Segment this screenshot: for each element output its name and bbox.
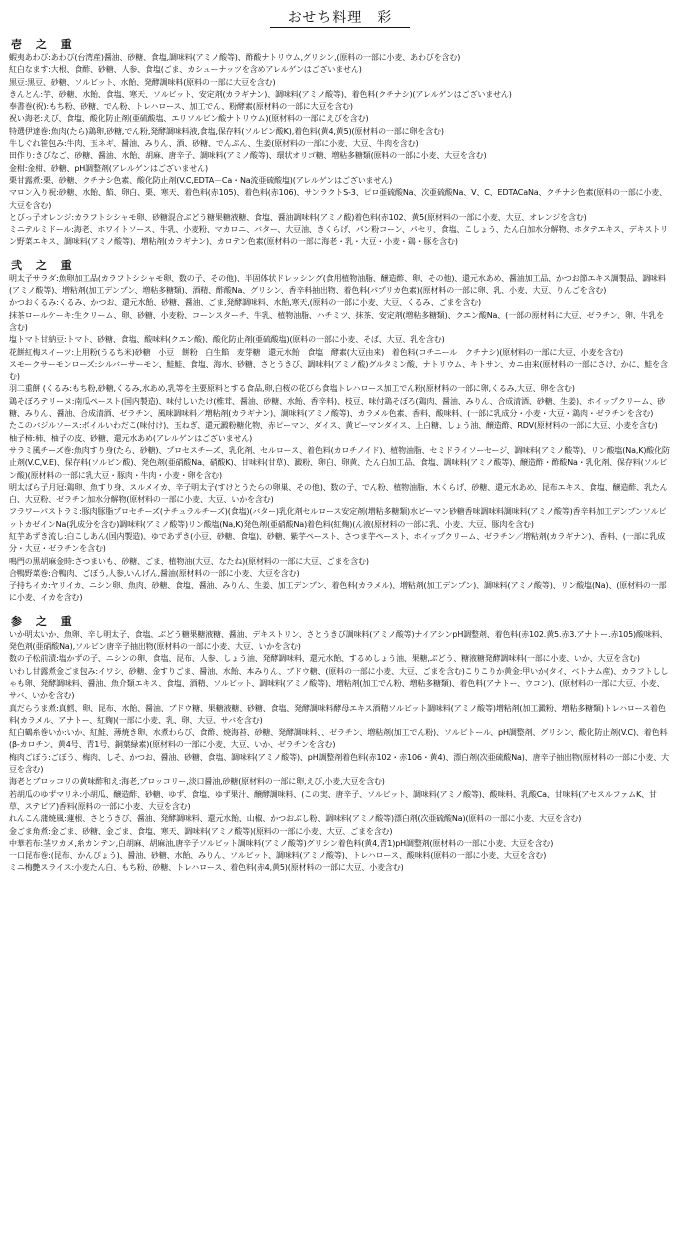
ingredient-item: 田作り:きびなご、砂糖、醤油、水飴、胡麻、唐辛子、調味料(アミノ酸等)、環状オリゴ糖、増粘多糖類(原料の一部に小麦、大豆を含む) — [9, 151, 487, 161]
ingredient-item: 真だらうま煮:真鱈、卵、昆布、水飴、醤油、ブドウ糖、果糖液糖、砂糖、食塩、発酵調味料酵母エキス酒精ソルビット調味料(アミノ酸等)増粘剤(加工澱粉、増粘多糖類)トレハロース着色料(カラメル、アナトー、紅麹)(一部に小麦、乳、卵、大豆、サバを含む) — [9, 703, 666, 725]
section-3 — [9, 615, 671, 875]
ingredient-item: 黒豆:黒豆、砂糖、ソルビット、水飴、発酵調味料(原料の一部に大豆を含む) — [9, 77, 276, 87]
ingredient-item: 抹茶ロールケーキ:生クリーム、卵、砂糖、小麦粉、コーンスターチ、牛乳、植物油脂、ハチミツ、抹茶、安定剤(増粘多糖類)、クエン酸Na、(一部の原材料に大豆、ゼラチン、卵、牛乳を含む) — [9, 310, 665, 332]
ingredient-item: いわし甘露煮金ごま包み:イワシ、砂糖、金すりごま、醤油、水飴、本みりん、ブドウ糖、(原料の一部に小麦、大豆、ごまを含む)こりこりか黄金:甲いか(タイ、ベトナム産)、カラフトししゃも卵、発酵調味料、醤油、魚介類エキス、食塩、酒精、ソルビット、調味料(アミノ酸等)、増粘剤(加工でん粉、増粘多糖類)、着色料(アナトー、ウコン)、(原材料の一部に大豆、小麦、サバ、いかを含む) — [9, 666, 669, 701]
section-heading: 壱 之 重 — [11, 38, 77, 51]
section-1 — [9, 38, 671, 249]
ingredient-item: 金ごま角煮:金ごま、砂糖、金ごま、食塩、寒天、調味料(アミノ酸等)(原料の一部に小麦、大豆、ごまを含む) — [9, 826, 393, 836]
ingredient-item: きんとん:芋、砂糖、水飴、食塩、寒天、ソルビット、安定剤(カラギナン)、調味料(アミノ酸等)、着色料(クチナシ)(アレルゲンはございません) — [9, 89, 512, 99]
ingredient-item: 紅白なます:大根、食酢、砂糖、人参、食塩(ごま、カシューナッツを含めアレルゲンはございません) — [9, 65, 362, 75]
ingredient-item: 数の子松前漬:塩かずの子、ニシンの卵、食塩、昆布、人参、しょう油、発酵調味料、還元水飴、するめしょう油、果糖,ぶどう、糖液糖発酵調味料(一部に小麦、いか、大豆を含む) — [9, 654, 640, 664]
ingredient-item: かつおくるみ:くるみ、かつお、還元水飴、砂糖、醤油、ごま,発酵調味料、水飴,寒天,(原料の一部に小麦、大豆、くるみ、ごまを含む) — [9, 298, 481, 308]
ingredient-item: 柚子柿:柿、柚子の皮、砂糖、還元水あめ(アレルゲンはございません) — [9, 433, 253, 443]
ingredient-item: 鳴門の黒胡麻金時:さつまいも、砂糖、ごま、植物油(大豆、なたね)(原材料の一部に大豆、ごまを含む) — [9, 556, 369, 566]
ingredient-item: ミニテルミドール:海老、ホワイトソース、牛乳、小麦粉、マカロニ、バター、大豆油、きくらげ、パン粉コーン、パセリ、食塩、こしょう、たん白加水分解物、ホタテエキス、デキストリン野菜エキス、調味料(アミノ酸等)、増粘剤(カラギナン)、カロテン色素(原材料の一部に海老・乳・大豆・小麦・鶏・豚を含む) — [9, 225, 668, 247]
ingredient-item: いか明太いか、魚卵、辛し明太子、食塩、ぶどう糖果糖液糖、醤油、デキストリン、さとうきび調味料(アミノ酸等)ナイアシンpH調整剤、着色料(赤102.黄5.赤3.アナトー.赤105)酸味料、発色剤(亜硝酸Na),ソルビン唐辛子抽出物(原材料の一部に小麦、大豆、いかを含む) — [9, 629, 668, 652]
ingredient-item: 中華若布:茎ワカメ,糸カンテン,白胡麻、胡麻油,唐辛子ソルビット調味料(アミノ酸等)グリシン着色料(黄4,青1)pH調整剤(原材料の一部に小麦、大豆を含む) — [9, 838, 554, 848]
ingredient-item: 明太子サラダ:魚卵加工品(カラフトシシャモ卵、数の子、その他)、半固体状ドレッシング(食用植物油脂、醸造酢、卵、その他)、還元水あめ、醤油加工品、かつお節エキス調製品、調味料(アミノ酸等)、増粘剤(加工デンプン、増粘多糖類)、酒精、酢酸Na、グリシン、香辛料抽出物、着色料(パプリカ色素)(原材料の一部に卵、乳、小麦、大豆、りんごを含む) — [9, 273, 666, 296]
ingredient-item: サラミ風チーズ巻:魚肉すり身(たら、砂糖)、プロセスチーズ、乳化剤、セルロース、着色料(カロチノイド)、植物油脂、セミドライソーセージ、調味料(アミノ酸等)、リン酸塩(Na,K)酸化防止剤(V.C,V.E)、保存料(ソルビン酸)、発色剤(亜硝酸Na、硝酸K)、甘味料(甘草)、澱粉、卵白、卵黄、たん白加工品、食塩、調味料(アミノ酸等)、醸造酢・酢酸Na・乳化剤、保存料(ソルビン酸)(原材料の一部に乳大豆・豚肉・牛肉・小麦・卵を含む) — [9, 445, 670, 480]
page-title — [9, 8, 671, 28]
ingredient-item: 一口昆布巻:(昆布、かんぴょう)、醤油、砂糖、水飴、みりん、ソルビット、調味料(アミノ酸等)、トレハロース、酸味料(原料の一部に小麦、大豆を含む) — [9, 851, 547, 861]
ingredient-item: 花餅紅梅スイーツ:上用粉(うるち米)砂糖 小豆 餅粉 白生餡 麦芽糖 還元水飴 食塩 酵素(大豆由来) 着色料(コチニール クチナシ)(原材料の一部に大豆、小麦を含む) — [9, 347, 623, 357]
ingredient-item: 鶏そぼろテリーヌ:南瓜ペースト(国内製造)、味付しいたけ(椎茸、醤油、砂糖、水飴、香辛料)、枝豆、味付鶏そぼろ(鶏肉、醤油、みりん、合成清酒、砂糖、生姜)、ホイップクリーム、砂糖、みりん、醤油、合成清酒、ゼラチン、風味調味料／増粘剤(カラギナン)、調味料(アミノ酸等)、カラメル色素、香料、酸味料、(一部に乳成分・小麦・大豆・鶏肉・ゼラチンを含む) — [9, 396, 666, 419]
ingredient-item: 紅白鶴糸巻いか:いか、紅鮭、薄焼き卵、水煮わらび、食酢、焼海苔、砂糖、発酵調味料、、ゼラチン、増粘剤(加工でん粉)、ソルビトール、pH調整剤、グリシン、酸化防止剤(V.C)、着色料(β-カロチン、黄4号、青1号、銅葉緑素)(原材料の一部に小麦、大豆、いか、ゼラチンを含む) — [9, 728, 668, 750]
ingredient-item: フラワーパストラミ:豚肉豚脂プロセチーズ(ナチュラルチーズ)(食塩)(バター)乳化剤セルロース安定剤(増粘多糖類)水ビーマン砂糖香味調味料調味料(アミノ酸等)香辛料加工デンプンソルビットカゼインNa(乳成分を含む)調味料(アミノ酸等)リン酸塩(Na,K)発色剤(亜硝酸Na)着色料(紅麹)(ん液(原材料の一部に乳、小麦、大豆、豚肉を含む) — [9, 507, 667, 529]
ingredient-item: たこのバジルソース:ボイルいわだこ(味付け)、玉ねぎ、還元澱粉糖化物、赤ピーマン、ダイス、黄ピーマンダイス、上白糖、しょう油、醸造酢、RDV(原材料の一部に大豆、小麦を含む) — [9, 421, 658, 431]
ingredient-item: ミニ梅艶スライス:小麦たん白、もち粉、砂糖、トレハロース、着色料(赤4,黄5)(原材料の一部に大豆、小麦含む) — [9, 863, 404, 873]
ingredient-item: 牛しぐれ笹包み:牛肉、玉ネギ、醤油、みりん、酒、砂糖、でんぷん、生姜(原材料の一部に小麦、大豆、牛肉を含む) — [9, 139, 419, 149]
sections-container — [9, 38, 671, 875]
ingredient-item: スモークサーモンローズ:シルバーサーモン、鮭鮭、食塩、海水、砂糖、さとうきび、調味料(アミノ酸)グルタミン酸、ナトリウム、キトサン、カニ由来(原材料の一部にさけ、かに、鮭を含む) — [9, 359, 668, 382]
ingredient-item: 羽二重餅 (くるみ:もち粉,砂糖,くるみ,水あめ,乳等を主要原料とする食品,卵,白桜の花びら食塩トレハロース加工でん粉(原材料の一部に卵,くるみ,大豆、卵を含む) — [9, 384, 575, 394]
ingredient-item: 栗甘露煮:栗、砂糖、クチナシ色素、酸化防止剤(V.C,EDTA－Ca・Na流亜硫酸塩)(アレルゲンはございません) — [9, 175, 393, 185]
section-2 — [9, 259, 671, 605]
ingredient-item: 子持ちイカ:ヤリイカ、ニシン卵、魚肉、砂糖、食塩、醤油、みりん、生姜、加工デンプン、着色料(カラメル)、増粘剤(加工デンプン)、調味料(アミノ酸等)、リン酸塩(Na)、(原材料の一部に小麦、イカを含む) — [9, 581, 667, 603]
section-heading: 参 之 重 — [11, 614, 77, 628]
ingredient-item: 蝦夷あわび:あわび(台湾産)醤油、砂糖、食塩,調味料(アミノ酸等)、酢酸ナトリウム,グリシン,(原料の一部に小麦、あわびを含む) — [9, 53, 461, 62]
ingredient-item: 梅肉ごぼう:ごぼう、梅肉、しそ、かつお、醤油、砂糖、食塩、調味料(アミノ酸等)、pH調整剤着色料(赤102・赤106・黄4)、漂白剤(次亜硫酸Na)、唐辛子抽出物(原材料の一部に小麦、大豆を含む) — [9, 752, 670, 775]
ingredient-item: 明太ばら子月冠:鶏卵、魚すり身、スルメイカ、辛子明太子(すけとうたらの卵巣、その他)、数の子、でん粉、植物油脂、木くらげ、砂糖、還元水あめ、昆布エキス、食塩、醸造酢、乳たん白、大豆粉、ゼラチン加水分解物(原材料の一部に小麦、大豆、いかを含む) — [9, 482, 668, 505]
ingredient-item: マロン入り祝:砂糖、水飴、餡、卵白、栗、寒天、着色料(赤105)、着色料(赤106)、サンラクトS-3、ピロ亜硫酸Na、次亜硫酸Na、V、C、EDTACaNa、クチナシ色素(原料の一部に小麦、大豆を含む) — [9, 188, 667, 210]
ingredient-item: 祝い海老:えび、食塩、酸化防止剤(亜硫酸塩、エリソルビン酸ナトリウム)(原材料の一部にえびを含む) — [9, 114, 369, 124]
ingredient-item: 若胡瓜のゆずマリネ:小胡瓜、醸造酢、砂糖、ゆず、食塩、ゆず果汁、醸酵調味料、(この実、唐辛子、ソルビット、調味料(アミノ酸等)、酸味料、乳酸Ca、甘味料(アセスルファムK、甘草、ステビア)香料(原料の一部に小麦、大豆を含む) — [9, 789, 657, 811]
ingredient-item: 紅芋あずき流し:白こしあん(国内製造)、ゆであずき(小豆、砂糖、食塩)、砂糖、紫芋ペースト、さつま芋ペースト、ホイップクリーム、ゼラチン／増粘剤(カラギナン)、香料、(一部に乳成分・大豆・ゼラチンを含む) — [9, 531, 665, 554]
ingredient-item: 合鴨野菜巻:合鴨肉、ごぼう,人参,いんげん,醤油(原材料の一部に小麦、大豆を含む) — [9, 568, 300, 578]
ingredient-item: 金柑:金柑、砂糖、pH調整剤(アレルゲンはございません) — [9, 163, 208, 173]
ingredient-item: れんこん蒲焼風:蓮根、さとうきび、醤油、発酵調味料、還元水飴、山椒、かつおぶし粉、調味料(アミノ酸等)漂白剤(次亜硫酸Na)(原料の一部に小麦、大豆を含む) — [9, 814, 582, 824]
page-title-text: おせち料理 彩 — [270, 10, 411, 28]
section-heading: 弐 之 重 — [11, 258, 77, 272]
ingredient-item: とびっ子オレンジ:カラフトシシャモ卵、砂糖混合ぶどう糖果糖液糖、食塩、醤油調味料(アミノ酸)着色料(赤102、黄5(原材料の一部に小麦、大豆、オレンジを含む) — [9, 212, 587, 222]
ingredient-item: 海老とブロッコリの黄味酢和え:海老,ブロッコリー,淡口醤油,砂糖(原材料の一部に卵,えび,小麦,大豆を含む) — [9, 777, 385, 787]
ingredient-item: 特選伊達巻:魚肉(たら)鶏卵,砂糖,でん粉,発酵調味料液,食塩,保存料(ソルビン酸K),着色料(黄4,黄5)(原材料の一部に卵を含む) — [9, 126, 444, 136]
ingredient-item: 奉書巻(祝):もち粉、砂糖、でん粉、トレハロース、加工でん、粉酵素(原材料の一部に大豆を含む) — [9, 102, 353, 112]
ingredient-item: 塩トマト甘納豆:トマト、砂糖、食塩、酸味料(クエン酸)、酸化防止剤(亜硫酸塩)(原料の一部に小麦、そば、大豆、乳を含む) — [9, 335, 445, 345]
